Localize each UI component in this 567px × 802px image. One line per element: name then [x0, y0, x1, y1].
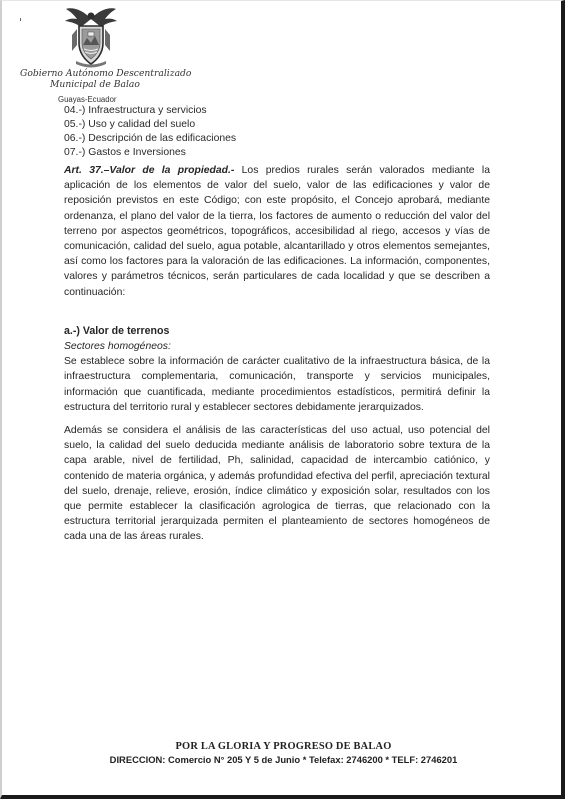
letterhead-location: Guayas-Ecuador	[58, 95, 117, 104]
letterhead-institution-name	[20, 68, 192, 90]
list-item: 07.-) Gastos e Inversiones	[64, 147, 186, 158]
section-paragraph-2: Además se considera el análisis de las características del uso actual, uso potencial del suelo, la calidad del suelo deducida mediante análisis de laboratorio sobre textura de la capa arable, nivel de fertilidad, Ph, salinidad, capacidad de intercambio catiónico, y contenido de materia orgánica, y además profundidad efectiva del perfil, apreciación textural del suelo, drenaje, relieve, erosión, índice climático y exposición solar, resultados con los que permite establecer la clasificación agrologica de tierras, que relacionado con la estructura territorial jerarquizada permiten el planteamiento de sectores homogéneos de cada una de las áreas rurales.	[64, 425, 490, 543]
municipal-coat-of-arms-logo	[62, 5, 120, 69]
letterhead-line-2: Municipal de Balao	[50, 78, 140, 90]
section-heading: a.-) Valor de terrenos	[64, 324, 170, 337]
article-37-paragraph	[64, 163, 490, 300]
footer-address: DIRECCION: Comercio N° 205 Y 5 de Junio * Telefax: 2746200 * TELF: 2746201	[109, 754, 458, 765]
criteria-list	[64, 104, 236, 160]
footer-motto: POR LA GLORIA Y PROGRESO DE BALAO	[175, 741, 392, 752]
list-item: 06.-) Descripción de las edificaciones	[64, 133, 237, 144]
list-item: 04.-) Infraestructura y servicios	[64, 105, 207, 116]
section-paragraph-1: Se establece sobre la información de carácter cualitativo de la infraestructura básica, de la infraestructura complementaria, comunicación, transporte y servicios municipales, información que cuantificada, mediante procedimientos estadísticos, permitirá definir la estructura del territorio rural y establecer sectores debidamente jerarquizados.	[64, 356, 490, 413]
section-subheading: Sectores homogéneos:	[64, 341, 171, 353]
letterhead-line-1: Gobierno Autónomo Descentralizado	[20, 68, 192, 79]
article-title: Art. 37.–Valor de la propiedad.-	[64, 165, 235, 176]
document-body	[64, 163, 490, 545]
scan-mark	[20, 18, 21, 21]
list-item: 05.-) Uso y calidad del suelo	[64, 119, 196, 130]
article-body: Los predios rurales serán valorados mediante la aplicación de los elementos de valor del suelo, valor de las edificaciones y valor de reposición previstos en este Código; con este propósito, el Concejo aprobará, mediante ordenanza, el plano del valor de la tierra, los factores de aumento o reducción del valor del terreno por aspectos geométricos, topográficos, accesibilidad al riego, accesos y vías de comunicación, calidad del suelo, agua potable, alcantarillado y otros elementos semejantes, así como los factores para la valoración de las edificaciones. La información, componentes, valores y parámetros técnicos, serán particulares de cada localidad y que se describen a continuación:	[64, 165, 490, 298]
